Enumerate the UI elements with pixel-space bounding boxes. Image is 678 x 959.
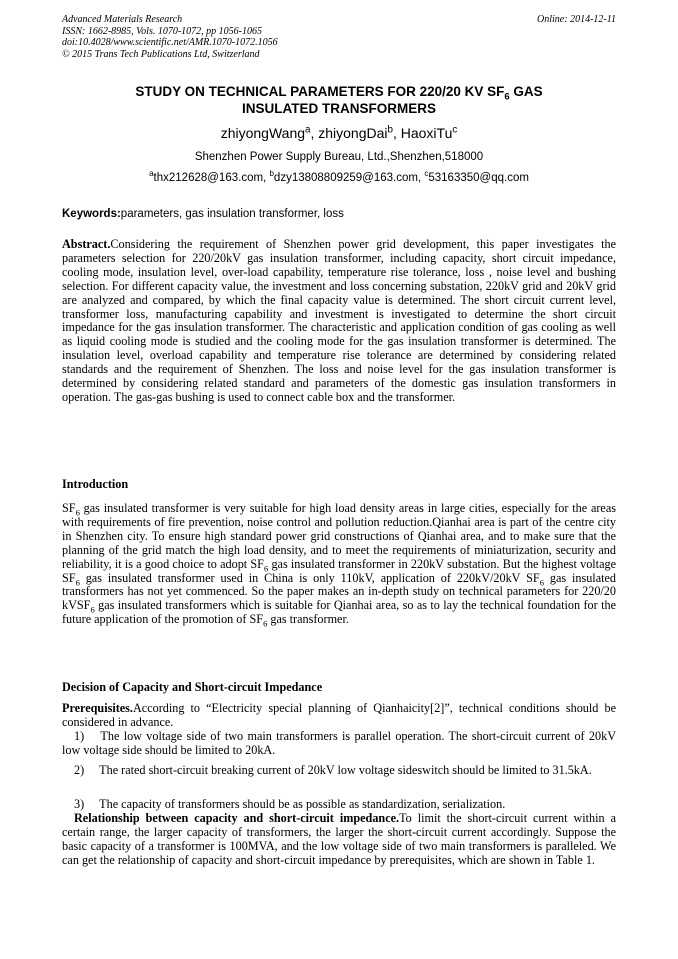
doi-line: doi:10.4028/www.scientific.net/AMR.1070-1072.1056 xyxy=(62,37,278,48)
prerequisites-paragraph xyxy=(62,702,616,730)
list-item: 1) The low voltage side of two main transformers is parallel operation. The short-circuit current of 20kV low voltage side should be limited to 20kA. xyxy=(62,729,616,757)
email-1-mark: a xyxy=(149,169,154,179)
list-item: 3) The capacity of transformers should be as possible as standardization, serialization. xyxy=(74,797,506,811)
list-item: 2) The rated short-circuit breaking current of 20kV low voltage sideswitch should be limited to 31.5kA. xyxy=(74,763,592,777)
section-heading-decision: Decision of Capacity and Short-circuit Impedance xyxy=(62,680,323,694)
keywords xyxy=(62,207,616,221)
intro-text: gas transformer. xyxy=(267,612,349,627)
subscript-6: 6 xyxy=(75,576,80,587)
email-3-mark: c xyxy=(424,169,429,179)
author-3: HaoxiTu xyxy=(400,125,453,141)
subscript-6: 6 xyxy=(539,576,544,587)
author-3-mark: c xyxy=(452,124,458,136)
author-1-mark: a xyxy=(305,124,311,136)
prerequisites-text: According to “Electricity special planning of Qianhaicity[2]”, technical conditions should be considered in advance. xyxy=(62,701,616,729)
keywords-label: Keywords: xyxy=(62,208,121,220)
author-sep: , xyxy=(392,125,401,141)
intro-text: SF xyxy=(62,501,76,515)
intro-text: gas insulated transformers which is suitable for Qianhai area, so as to lay the technical foundation for the future application of the promotion of SF xyxy=(62,598,616,627)
journal-name: Advanced Materials Research xyxy=(62,14,183,25)
relationship-label: Relationship between capacity and short-circuit impedance. xyxy=(74,811,400,825)
email-1: thx212628@163.com, xyxy=(153,172,270,184)
email-2-mark: b xyxy=(269,169,274,179)
title-subscript: 6 xyxy=(504,91,510,103)
relationship-text: To limit the short-circuit current within a certain range, the larger capacity of transformers, the larger the short-circuit current accordingly. Suppose the basic capacity of a transformer is 100MVA, and the low voltage side of two main transformers is paralleled. We can get the relationship of capacity and short-circuit impedance by prerequisites, which are shown in Table 1. xyxy=(62,811,616,867)
subscript-6: 6 xyxy=(263,618,268,629)
abstract-text: Considering the requirement of Shenzhen power grid development, this paper investigates the parameters selection for 220/20kV gas insulation transformer, including capacity, short circuit impedance, cooling mode, insulation level, over-load capability, temperature rise tolerance, loss , noise level and bushing selection. For different capacity value, the investment and loss concerning substation, 220kV grid and 20kV grid are analyzed and compared, by which the final capacity value is determined. The short circuit current level, transformer loss, manufacturing capability and investment is investigated to determine the short circuit impedance for the gas insulation transformer. The characteristic and application condition of gas cooling as well as liquid cooling mode is studied and the cooling mode for the gas insulation transformer is determined. The insulation level, overload capability and temperature rise tolerance are determined by considering related standards and the requirement of Shenzhen. The loss and noise level for the gas insulation transformer is determined by considering related standard and parameters of the domestic gas insulation transformers in operation. The gas-gas bushing is used to connect cable box and the transformer. xyxy=(62,237,616,404)
intro-text: gas insulated transformer in 220kV substation. But the highest voltage SF xyxy=(62,556,616,585)
journal-header xyxy=(62,14,278,60)
prerequisites-label: Prerequisites. xyxy=(62,701,133,715)
intro-text: gas insulated transformer used in China is only 110kV, application of 220kV/20kV SF xyxy=(79,570,540,585)
subscript-6: 6 xyxy=(75,507,80,518)
intro-text: gas insulated transformer is very suitable for high load density areas in large cities, especially for the areas with requirements of fire prevention, noise control and pollution reduction.Qianhai area is part of the centre city in Shenzhen city. To ensure high standard power grid constructions of Qianhai area, and to make sure that the planning of the grid match the high load density, and to meet the requirements of miniaturization, security and reliability, it is a good choice to adopt SF xyxy=(62,501,616,571)
subscript-6: 6 xyxy=(90,604,95,615)
relationship-paragraph xyxy=(62,812,616,868)
author-2-mark: b xyxy=(387,124,393,136)
title-line-2: INSULATED TRANSFORMERS xyxy=(242,101,436,116)
intro-text: gas insulated transformers has not yet commenced. So the paper makes an in-depth study on technical parameters for 220/20 kVSF xyxy=(62,570,616,613)
author-list xyxy=(62,124,616,142)
author-2: zhiyongDai xyxy=(318,125,388,141)
author-sep: , xyxy=(310,125,319,141)
online-date: Online: 2014-12-11 xyxy=(537,14,616,25)
email-3: 53163350@qq.com xyxy=(428,172,529,184)
introduction-paragraph xyxy=(62,502,616,627)
section-heading-introduction: Introduction xyxy=(62,477,129,491)
title-line-1: STUDY ON TECHNICAL PARAMETERS FOR 220/20 KV SF xyxy=(135,84,505,99)
copyright-line: © 2015 Trans Tech Publications Ltd, Switzerland xyxy=(62,48,260,60)
author-emails xyxy=(62,171,616,185)
author-1: zhiyongWang xyxy=(220,125,306,141)
affiliation: Shenzhen Power Supply Bureau, Ltd.,Shenzhen,518000 xyxy=(194,151,484,163)
email-2: dzy13808809259@163.com, xyxy=(273,172,425,184)
subscript-6: 6 xyxy=(263,563,269,574)
abstract xyxy=(62,238,616,405)
paper-title xyxy=(62,83,616,117)
keywords-text: parameters, gas insulation transformer, loss xyxy=(120,208,344,220)
abstract-label: Abstract. xyxy=(62,237,111,251)
issn-line: ISSN: 1662-8985, Vols. 1070-1072, pp 1056-1065 xyxy=(62,25,262,37)
title-line-1-end: GAS xyxy=(509,84,543,99)
